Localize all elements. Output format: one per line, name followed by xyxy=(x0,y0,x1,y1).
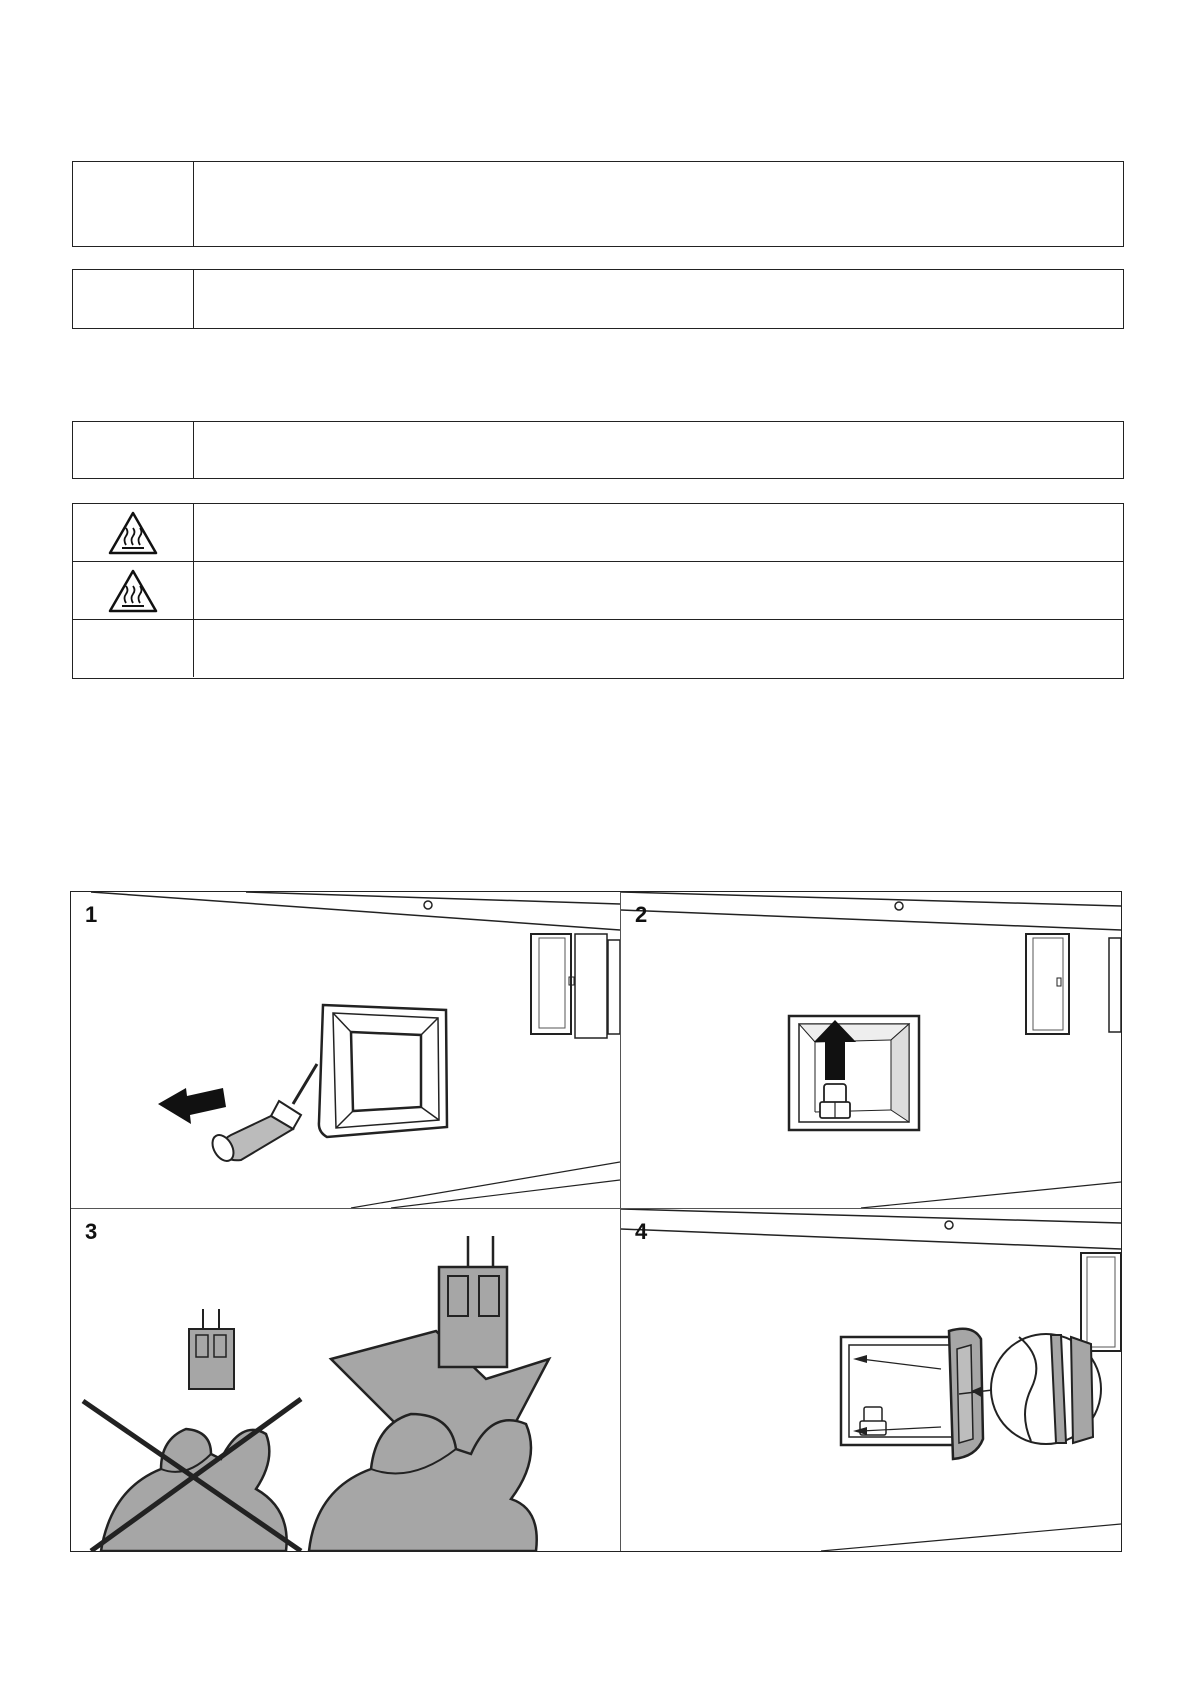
step-3-illustration xyxy=(71,1209,620,1551)
notice-icon-cell xyxy=(73,270,194,328)
halogen-bulb-icon xyxy=(820,1084,850,1118)
warning-icon-cell xyxy=(73,620,194,677)
warning-icon-cell xyxy=(73,504,194,561)
step-number: 1 xyxy=(85,902,98,927)
step-4-illustration xyxy=(621,1209,1121,1551)
notice-box-3 xyxy=(72,421,1124,479)
warning-row xyxy=(73,504,1123,562)
bulb-replacement-figure xyxy=(70,891,1122,1552)
step-2-panel xyxy=(621,892,1121,1209)
notice-box-1 xyxy=(72,161,1124,247)
notice-text xyxy=(194,422,1123,478)
warning-text xyxy=(194,504,1123,561)
step-1-panel xyxy=(71,892,621,1209)
lamp-recess xyxy=(789,1016,919,1130)
warning-icon-cell xyxy=(73,562,194,619)
screw-icon xyxy=(424,901,432,909)
screw-icon xyxy=(895,902,903,910)
cloth-hand-correct-icon xyxy=(309,1236,549,1551)
notice-box-2 xyxy=(72,269,1124,329)
step-4-panel xyxy=(621,1209,1121,1551)
step-number: 2 xyxy=(635,902,648,927)
warning-row xyxy=(73,562,1123,620)
step-number: 4 xyxy=(635,1219,648,1244)
warning-row xyxy=(73,620,1123,677)
screwdriver-icon xyxy=(208,1064,317,1165)
notice-icon-cell xyxy=(73,162,194,246)
notice-text xyxy=(194,162,1123,246)
hot-surface-warning-icon xyxy=(107,568,159,614)
warning-text xyxy=(194,620,1123,677)
screw-icon xyxy=(945,1221,953,1229)
notice-icon-cell xyxy=(73,422,194,478)
step-2-illustration xyxy=(621,892,1121,1208)
push-arrow-icon xyxy=(158,1088,226,1124)
step-number: 3 xyxy=(85,1219,98,1244)
warning-table xyxy=(72,503,1124,679)
lamp-cover xyxy=(319,1005,447,1137)
step-1-illustration xyxy=(71,892,620,1208)
lamp-recess xyxy=(841,1337,961,1445)
warning-text xyxy=(194,562,1123,619)
step-3-panel xyxy=(71,1209,621,1551)
notice-text xyxy=(194,270,1123,328)
hot-surface-warning-icon xyxy=(107,510,159,556)
bare-hand-wrong-icon xyxy=(83,1309,301,1551)
